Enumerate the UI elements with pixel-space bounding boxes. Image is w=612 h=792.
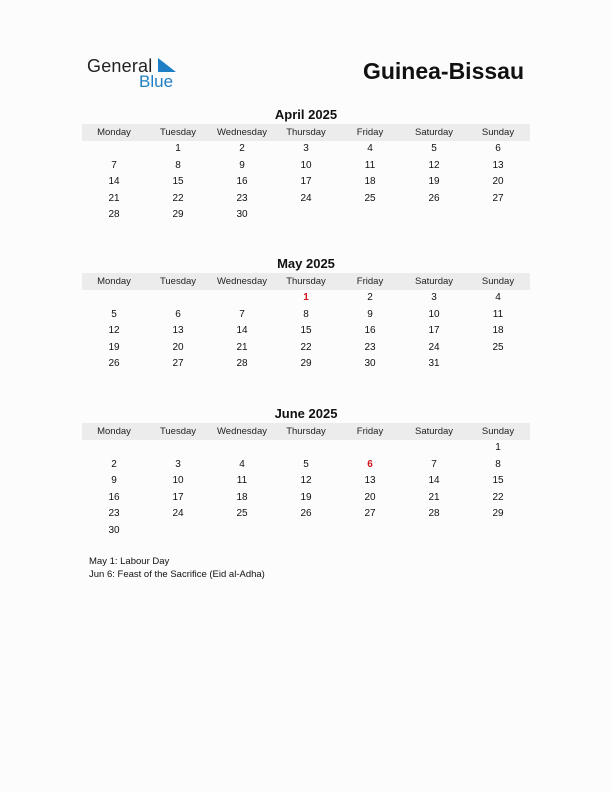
day-cell: 24 bbox=[172, 508, 184, 519]
empty-day-cell bbox=[210, 440, 274, 457]
day-cell: 20 bbox=[172, 341, 184, 353]
day-cell: 21 bbox=[236, 341, 248, 353]
empty-day-cell bbox=[402, 523, 466, 540]
day-cell: 27 bbox=[172, 358, 184, 369]
empty-day-cell bbox=[402, 440, 466, 457]
week-row bbox=[82, 506, 530, 523]
weekday-label: Thursday bbox=[286, 276, 326, 287]
empty-day-cell bbox=[82, 141, 146, 158]
day-cell: 25 bbox=[492, 341, 504, 353]
week-row bbox=[82, 356, 530, 373]
week-row bbox=[82, 440, 530, 457]
day-cell: 16 bbox=[236, 176, 248, 187]
empty-day-cell bbox=[274, 440, 338, 457]
weekday-label: Saturday bbox=[414, 276, 454, 287]
day-cell: 5 bbox=[303, 458, 309, 470]
day-cell: 8 bbox=[495, 458, 501, 470]
empty-day-cell bbox=[338, 207, 402, 224]
day-cell: 15 bbox=[300, 325, 312, 336]
week-row bbox=[82, 490, 530, 507]
day-cell: 12 bbox=[108, 325, 120, 336]
day-cell: 18 bbox=[492, 325, 504, 336]
holiday-day-cell: 1 bbox=[303, 292, 309, 303]
empty-day-cell bbox=[402, 207, 466, 224]
day-cell: 9 bbox=[239, 159, 245, 171]
week-row bbox=[82, 340, 530, 357]
day-cell: 26 bbox=[428, 192, 440, 204]
weekday-label: Thursday bbox=[286, 426, 326, 437]
day-cell: 6 bbox=[495, 143, 501, 154]
day-cell: 27 bbox=[492, 192, 504, 204]
day-cell: 25 bbox=[236, 508, 248, 519]
empty-day-cell bbox=[82, 440, 146, 457]
week-row bbox=[82, 290, 530, 307]
day-cell: 7 bbox=[431, 458, 437, 470]
weekday-label: Thursday bbox=[286, 127, 326, 138]
empty-day-cell bbox=[146, 290, 210, 307]
empty-day-cell bbox=[466, 523, 530, 540]
holiday-day-cell: 6 bbox=[367, 458, 373, 470]
week-row bbox=[82, 473, 530, 490]
day-cell: 29 bbox=[300, 358, 312, 369]
weekday-label: Sunday bbox=[481, 127, 515, 138]
week-row bbox=[82, 174, 530, 191]
day-cell: 31 bbox=[428, 358, 440, 369]
month-title: June 2025 bbox=[274, 406, 338, 421]
empty-day-cell bbox=[274, 207, 338, 224]
empty-day-cell bbox=[210, 290, 274, 307]
day-cell: 12 bbox=[428, 159, 440, 171]
empty-day-cell bbox=[210, 523, 274, 540]
holiday-note: May 1: Labour Day bbox=[89, 556, 170, 567]
weekday-label: Sunday bbox=[481, 276, 515, 287]
weekday-header bbox=[82, 423, 530, 440]
weekday-label: Sunday bbox=[481, 426, 515, 437]
day-cell: 2 bbox=[239, 143, 245, 154]
weekday-label: Friday bbox=[356, 127, 384, 138]
day-cell: 13 bbox=[492, 159, 504, 171]
week-row bbox=[82, 191, 530, 208]
empty-day-cell bbox=[146, 440, 210, 457]
day-cell: 8 bbox=[303, 308, 309, 320]
day-cell: 14 bbox=[428, 475, 440, 486]
day-cell: 17 bbox=[172, 491, 184, 503]
weekday-header bbox=[82, 273, 530, 290]
day-cell: 3 bbox=[175, 458, 181, 470]
day-cell: 5 bbox=[111, 308, 117, 320]
day-cell: 15 bbox=[492, 475, 504, 486]
day-cell: 1 bbox=[175, 143, 181, 154]
day-cell: 8 bbox=[175, 159, 181, 171]
empty-day-cell bbox=[146, 523, 210, 540]
day-cell: 15 bbox=[172, 176, 184, 187]
week-row bbox=[82, 457, 530, 474]
week-row bbox=[82, 323, 530, 340]
day-cell: 14 bbox=[108, 176, 120, 187]
day-cell: 10 bbox=[300, 159, 312, 171]
day-cell: 18 bbox=[364, 176, 376, 187]
week-row bbox=[82, 523, 530, 540]
day-cell: 28 bbox=[108, 209, 120, 220]
day-cell: 24 bbox=[300, 192, 312, 204]
day-cell: 27 bbox=[364, 508, 376, 519]
weekday-label: Tuesday bbox=[159, 127, 197, 138]
weekday-label: Tuesday bbox=[159, 426, 197, 437]
day-cell: 19 bbox=[428, 176, 440, 187]
logo-general-text: General bbox=[87, 56, 153, 76]
day-cell: 4 bbox=[239, 458, 245, 470]
month-calendar bbox=[82, 255, 530, 373]
day-cell: 4 bbox=[495, 292, 501, 303]
weekday-label: Friday bbox=[356, 276, 384, 287]
empty-day-cell bbox=[466, 207, 530, 224]
day-cell: 16 bbox=[108, 491, 120, 503]
day-cell: 22 bbox=[300, 341, 312, 353]
day-cell: 29 bbox=[172, 209, 184, 220]
day-cell: 11 bbox=[236, 475, 248, 486]
day-cell: 30 bbox=[236, 209, 248, 220]
day-cell: 28 bbox=[428, 508, 440, 519]
day-cell: 17 bbox=[428, 325, 440, 336]
day-cell: 20 bbox=[364, 491, 376, 503]
empty-day-cell bbox=[82, 290, 146, 307]
day-cell: 6 bbox=[175, 308, 181, 320]
country-title: Guinea-Bissau bbox=[362, 58, 524, 84]
weekday-label: Wednesday bbox=[217, 426, 267, 437]
day-cell: 24 bbox=[428, 341, 440, 353]
day-cell: 21 bbox=[108, 192, 120, 204]
day-cell: 12 bbox=[300, 475, 312, 486]
week-row bbox=[82, 141, 530, 158]
month-title: April 2025 bbox=[274, 107, 338, 122]
day-cell: 14 bbox=[236, 325, 248, 336]
holiday-note: Jun 6: Feast of the Sacrifice (Eid al-Adha) bbox=[89, 569, 265, 580]
week-row bbox=[82, 207, 530, 224]
day-cell: 19 bbox=[108, 341, 120, 353]
weekday-label: Saturday bbox=[414, 127, 454, 138]
weekday-label: Friday bbox=[356, 426, 384, 437]
day-cell: 3 bbox=[431, 292, 437, 303]
day-cell: 7 bbox=[239, 308, 245, 320]
day-cell: 18 bbox=[236, 491, 248, 503]
day-cell: 16 bbox=[364, 325, 376, 336]
day-cell: 5 bbox=[431, 143, 437, 154]
empty-day-cell bbox=[338, 523, 402, 540]
day-cell: 7 bbox=[111, 159, 117, 171]
week-row bbox=[82, 158, 530, 175]
weekday-label: Monday bbox=[97, 276, 131, 287]
day-cell: 30 bbox=[108, 524, 120, 536]
empty-day-cell bbox=[338, 440, 402, 457]
weekday-label: Monday bbox=[97, 127, 131, 138]
empty-day-cell bbox=[466, 356, 530, 373]
day-cell: 20 bbox=[492, 176, 504, 187]
day-cell: 19 bbox=[300, 491, 312, 503]
holiday-notes bbox=[89, 555, 265, 581]
day-cell: 29 bbox=[492, 508, 504, 519]
weekday-label: Wednesday bbox=[217, 276, 267, 287]
month-calendar bbox=[82, 106, 530, 224]
day-cell: 11 bbox=[364, 159, 376, 171]
day-cell: 10 bbox=[428, 308, 440, 320]
day-cell: 4 bbox=[367, 143, 373, 154]
weekday-label: Wednesday bbox=[217, 127, 267, 138]
day-cell: 11 bbox=[492, 308, 504, 320]
month-title: May 2025 bbox=[277, 256, 335, 271]
day-cell: 9 bbox=[367, 308, 373, 320]
logo bbox=[87, 56, 187, 92]
day-cell: 22 bbox=[492, 491, 504, 503]
day-cell: 1 bbox=[495, 442, 501, 453]
weekday-label: Monday bbox=[97, 426, 131, 437]
logo-blue-text: Blue bbox=[139, 72, 174, 91]
day-cell: 26 bbox=[108, 358, 120, 369]
weekday-label: Saturday bbox=[414, 426, 454, 437]
day-cell: 13 bbox=[172, 325, 184, 336]
day-cell: 30 bbox=[364, 358, 376, 369]
day-cell: 13 bbox=[364, 475, 376, 486]
weekday-header bbox=[82, 124, 530, 141]
day-cell: 17 bbox=[300, 176, 312, 187]
day-cell: 26 bbox=[300, 508, 312, 519]
day-cell: 9 bbox=[111, 475, 117, 486]
week-row bbox=[82, 307, 530, 324]
day-cell: 23 bbox=[108, 508, 120, 519]
day-cell: 25 bbox=[364, 192, 376, 204]
day-cell: 23 bbox=[236, 192, 248, 204]
day-cell: 22 bbox=[172, 192, 184, 204]
day-cell: 2 bbox=[367, 292, 373, 303]
day-cell: 2 bbox=[111, 458, 117, 470]
day-cell: 28 bbox=[236, 358, 248, 369]
day-cell: 10 bbox=[172, 475, 184, 486]
day-cell: 21 bbox=[428, 491, 440, 503]
weekday-label: Tuesday bbox=[159, 276, 197, 287]
month-calendar bbox=[82, 405, 530, 539]
empty-day-cell bbox=[274, 523, 338, 540]
day-cell: 23 bbox=[364, 341, 376, 353]
day-cell: 3 bbox=[303, 143, 309, 154]
